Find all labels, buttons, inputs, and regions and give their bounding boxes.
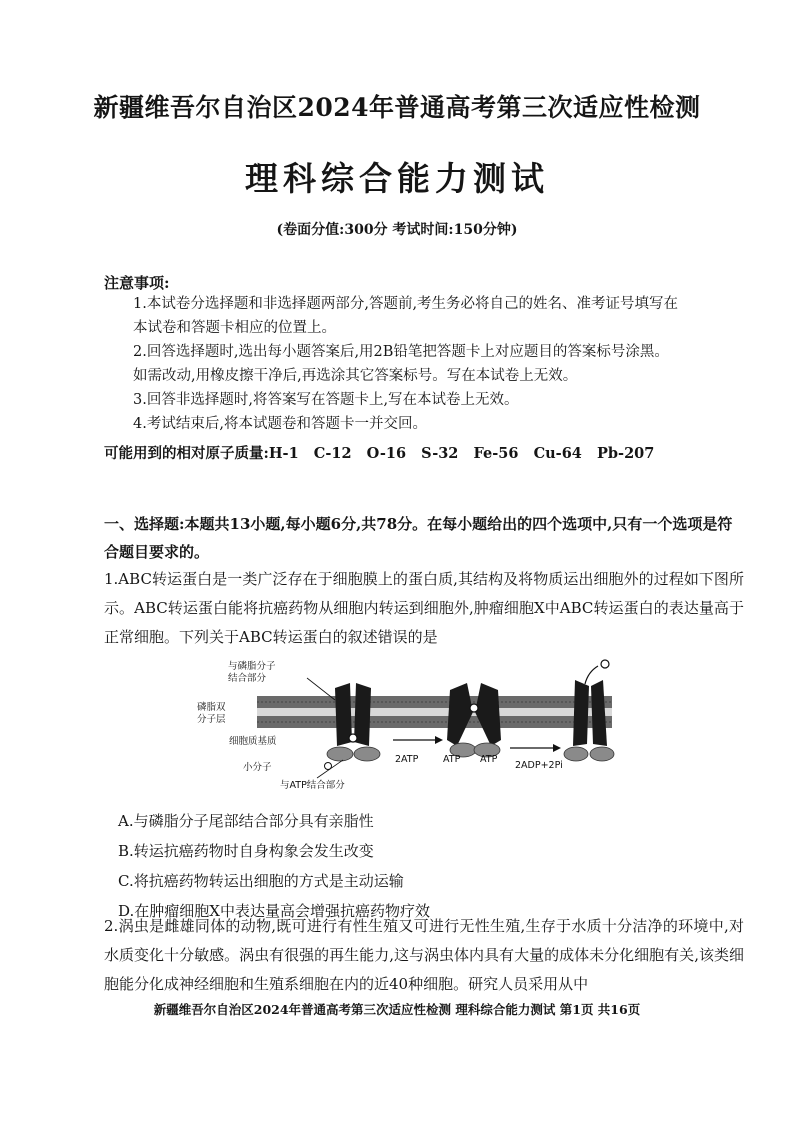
abc-transporter-diagram	[195, 650, 615, 800]
notice-item: 2.回答选择题时,选出每小题答案后,用2B铅笔把答题卡上对应题目的答案标号涂黑。	[133, 344, 669, 360]
small-molecule-icon	[325, 763, 332, 770]
label-atp-binding: 与ATP结合部分	[280, 780, 345, 791]
subject-title: 理科综合能力测试	[245, 159, 549, 198]
membrane-bilayer	[257, 696, 612, 728]
label-bilayer-line1: 磷脂双	[197, 702, 226, 713]
notice-item-continued: 本试卷和答题卡相应的位置上。	[133, 320, 336, 336]
question-1-stem: 1.ABC转运蛋白是一类广泛存在于细胞膜上的蛋白质,其结构及将物质运出细胞外的过程如下图所示。ABC转运蛋白能将抗癌药物从细胞内转运到细胞外,肿瘤细胞X中ABC转运蛋白的表达量高于正常细胞。下列关于ABC转运蛋白的叙述错误的是	[104, 570, 744, 646]
option-a: A.与磷脂分子尾部结合部分具有亲脂性	[118, 812, 374, 830]
label-atp-a: ATP	[443, 754, 461, 765]
label-small-molecule: 小分子	[243, 762, 272, 773]
label-lipid-binding-line1: 与磷脂分子	[228, 661, 276, 672]
exam-title: 新疆维吾尔自治区2024年普通高考第三次适应性检测	[93, 93, 701, 122]
label-cytoplasm: 细胞质基质	[229, 736, 277, 747]
notice-item-continued: 如需改动,用橡皮擦干净后,再选涂其它答案标号。写在本试卷上无效。	[133, 368, 578, 384]
drug-molecule-icon	[470, 704, 478, 712]
page-footer: 新疆维吾尔自治区2024年普通高考第三次适应性检测 理科综合能力测试 第1页 共16页	[153, 1002, 641, 1017]
exam-meta: (卷面分值:300分 考试时间:150分钟)	[276, 222, 518, 238]
question-2-stem: 2.涡虫是雌雄同体的动物,既可进行有性生殖又可进行无性生殖,生存于水质十分洁净的环境中,对水质变化十分敏感。涡虫有很强的再生能力,这与涡虫体内具有大量的成体未分化细胞有关,该类细胞能分化成神经细胞和生殖系细胞在内的近40种细胞。研究人员采用从中	[104, 917, 744, 993]
drug-molecule-icon	[601, 660, 609, 668]
label-atp-b: ATP	[480, 754, 498, 765]
label-2atp: 2ATP	[395, 754, 419, 765]
label-bilayer-line2: 分子层	[197, 714, 226, 725]
label-adp: 2ADP+2Pi	[515, 760, 563, 771]
notice-item: 3.回答非选择题时,将答案写在答题卡上,写在本试卷上无效。	[133, 392, 519, 408]
question-1-options	[118, 806, 430, 926]
option-d: D.在肿瘤细胞X中表达量高会增强抗癌药物疗效	[118, 902, 430, 920]
notice-heading: 注意事项:	[104, 274, 170, 292]
notice-list	[133, 292, 763, 436]
drug-molecule-icon	[349, 734, 357, 742]
atomic-masses: 可能用到的相对原子质量:H-1 C-12 O-16 S-32 Fe-56 Cu-64 Pb-207	[104, 445, 655, 462]
notice-item: 4.考试结束后,将本试题卷和答题卡一并交回。	[133, 416, 427, 432]
option-b: B.转运抗癌药物时自身构象会发生改变	[118, 842, 374, 860]
section-heading: 一、选择题:本题共13小题,每小题6分,共78分。在每小题给出的四个选项中,只有一个选项是符合题目要求的。	[104, 515, 733, 561]
notice-item: 1.本试卷分选择题和非选择题两部分,答题前,考生务必将自己的姓名、准考证号填写在	[133, 296, 679, 312]
option-c: C.将抗癌药物转运出细胞的方式是主动运输	[118, 872, 404, 890]
label-lipid-binding-line2: 结合部分	[228, 673, 267, 684]
